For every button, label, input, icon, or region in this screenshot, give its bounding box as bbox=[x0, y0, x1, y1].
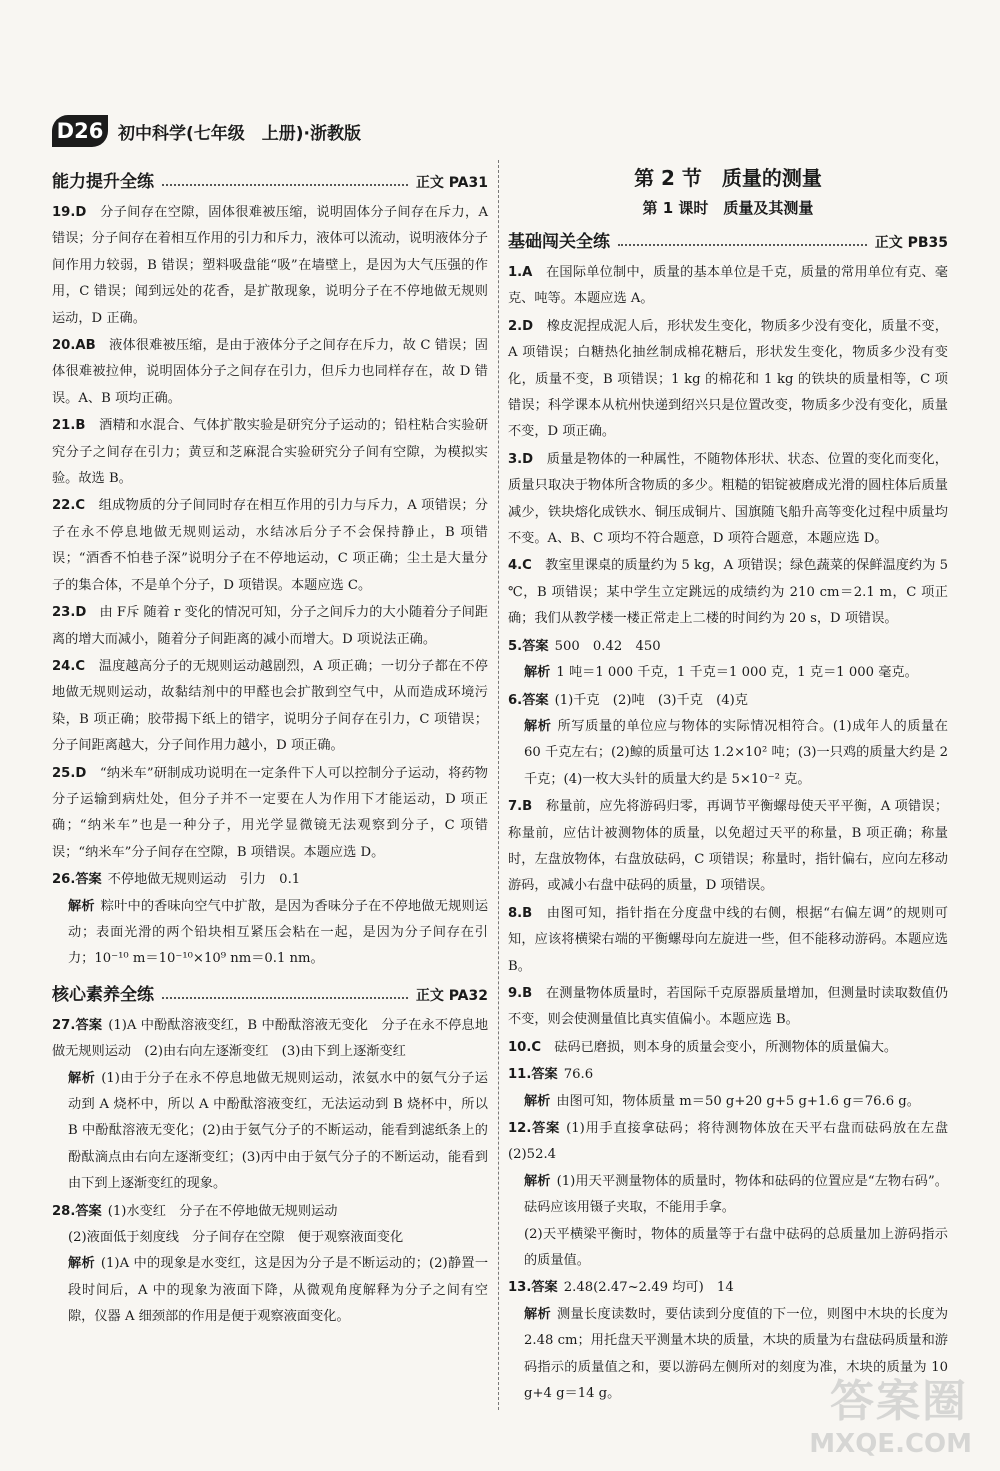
item-number: 20.AB bbox=[52, 338, 96, 354]
item-text: 在国际单位制中，质量的基本单位是千克，质量的常用单位有克、毫克、吨等。本题应选 A。 bbox=[508, 265, 948, 307]
answer-item bbox=[508, 314, 948, 446]
section-header bbox=[52, 977, 488, 1005]
item-number: 4.C bbox=[508, 558, 532, 574]
watermark bbox=[768, 1361, 978, 1461]
item-text: 质量是物体的一种属性，不随物体形状、状态、位置的变化而变化，质量只取决于物体所含物质的多少。粗糙的铝锭被磨成光滑的圆柱体后质量减少，铁块熔化成铁水、铜压成铜片、国旗随飞船升高等变化过程中质量均不变。A、B、C 项均不符合题意，D 项符合题意，本题应选 D。 bbox=[508, 451, 948, 547]
analysis-text: 粽叶中的香味向空气中扩散，是因为香味分子在不停地做无规则运动；表面光滑的两个铅块相互紧压会粘在一起，是因为分子间存在引力；10⁻¹⁰ m＝10⁻¹⁰×10⁹ nm＝0.1 nm。 bbox=[68, 898, 489, 967]
analysis-label: 解析 bbox=[524, 718, 552, 734]
item-number: 24.C bbox=[52, 658, 86, 674]
answer-item bbox=[52, 867, 488, 893]
item-text: 温度越高分子的无规则运动越剧烈，A 项正确；一切分子都在不停地做无规则运动，故黏结剂中的甲醛也会扩散到空气中，从而造成环境污染，B 项正确；胶带揭下纸上的错字，说明分子间存在引力，C 项错误；分子间距离越大，分子间作用力越小，D 项正确。 bbox=[52, 658, 488, 754]
analysis-text-continued: (2)天平横梁平衡时，物体的质量等于右盘中砝码的总质量加上游码指示的质量值。 bbox=[524, 1226, 948, 1269]
item-number: 9.B bbox=[508, 985, 533, 1001]
item-number: 3.D bbox=[508, 451, 534, 467]
chapter-title: 第 2 节 质量的测量 bbox=[634, 166, 822, 190]
answer-item bbox=[52, 413, 488, 492]
answer-item bbox=[508, 1275, 948, 1301]
answer-label: 答案 bbox=[531, 1067, 558, 1083]
item-text: 组成物质的分子间同时存在相互作用的引力与斥力，A 项错误；分子在永不停息地做无规则运动，水结冰后分子不会保持静止，B 项错误；“酒香不怕巷子深”说明分子在不停地运动，C 项正确；尘土是大量分子的集合体，不是单个分子，D 项错误。本题应选 C。 bbox=[52, 498, 488, 593]
item-number: 12. bbox=[508, 1121, 532, 1136]
analysis-text: 测量长度读数时，要估读到分度值的下一位，则图中木块的长度为 2.48 cm；用托盘天平测量木块的质量，木块的质量为右盘砝码质量和游码指示的质量值之和，要以游码左侧所对的刻度为准，木块的质量为 10 g+4 g＝14 g。 bbox=[524, 1306, 949, 1402]
answer-text-continued: (2)液面低于刻度线 分子间存在空隙 便于观察液面变化 bbox=[68, 1230, 404, 1246]
answer-item bbox=[508, 634, 948, 660]
answer-item bbox=[508, 981, 948, 1034]
lesson-title: 第 1 课时 质量及其测量 bbox=[642, 199, 814, 217]
analysis bbox=[508, 1089, 948, 1115]
item-number: 2.D bbox=[508, 318, 534, 334]
section-title: 能力提升全练 bbox=[52, 172, 154, 192]
answer-label: 答案 bbox=[75, 1017, 103, 1033]
item-number: 8.B bbox=[508, 905, 533, 921]
answer-item bbox=[508, 1035, 948, 1061]
answer-label: 答案 bbox=[531, 1121, 561, 1136]
answer-text: 不停地做无规则运动 引力 0.1 bbox=[107, 872, 301, 888]
item-number: 1.A bbox=[508, 265, 533, 280]
item-text: 由 F斥 随着 r 变化的情况可知，分子之间斥力的大小随着分子间距离的增大而减小，随着分子间距离的减小而增大。D 项说法正确。 bbox=[52, 605, 488, 647]
answer-label: 答案 bbox=[531, 1280, 558, 1296]
section-title: 核心素养全练 bbox=[52, 984, 154, 1005]
item-text: 在测量物体质量时，若国际千克原器质量增加，但测量时读取数值仍不变，则会使测量值比真实值偏小。本题应选 B。 bbox=[508, 985, 949, 1028]
item-number: 10.C bbox=[508, 1039, 542, 1055]
section-ref: 正文 PA32 bbox=[415, 987, 488, 1004]
analysis-text: 1 吨＝1 000 千克，1 千克＝1 000 克，1 克＝1 000 毫克。 bbox=[556, 665, 918, 681]
analysis bbox=[52, 1066, 488, 1198]
item-number: 11. bbox=[508, 1067, 532, 1083]
item-text: “纳米车”研制成功说明在一定条件下人可以控制分子运动，将药物分子运输到病灶处，但分子并不一定要在人为作用下才能运动，D 项正确；“纳米车”也是一种分子，用光学显微镜无法观察到分子，C 项错误；“纳米车”分子间存在空隙，B 项错误。本题应选 D。 bbox=[52, 765, 488, 860]
book-title: 初中科学(七年级 上册)·浙教版 bbox=[118, 123, 361, 144]
item-number: 13. bbox=[508, 1280, 532, 1296]
item-number: 27. bbox=[52, 1017, 76, 1033]
answer-item bbox=[52, 1199, 488, 1225]
watermark-logo: 答案圈 bbox=[830, 1376, 968, 1427]
answer-item bbox=[508, 553, 948, 632]
section-dots bbox=[618, 244, 867, 246]
answer-item bbox=[508, 447, 948, 553]
analysis bbox=[508, 714, 948, 793]
item-number: 23.D bbox=[52, 605, 87, 621]
item-number: 7.B bbox=[508, 799, 533, 815]
answer-text: (1)水变红 分子在不停地做无规则运动 bbox=[107, 1203, 338, 1219]
answer-text: (1)千克 (2)吨 (3)千克 (4)克 bbox=[554, 692, 748, 708]
section-header bbox=[52, 164, 488, 192]
item-number: 25.D bbox=[52, 765, 87, 781]
item-number: 19.D bbox=[52, 205, 87, 220]
right-column bbox=[508, 160, 962, 1407]
section-dots bbox=[162, 997, 408, 999]
item-text: 分子间存在空隙，固体很难被压缩，说明固体分子间存在斥力，A 错误；分子间存在着相互作用的引力和斥力，液体可以流动，说明液体分子间作用力较弱，B 错误；塑料吸盘能“吸”在墙壁上，是因为大气压强的作用，C 错误；闻到远处的花香，是扩散现象，说明分子在不停地做无规则运动，D 正确。 bbox=[52, 205, 488, 326]
analysis-label: 解析 bbox=[68, 1070, 96, 1086]
section-title: 基础闯关全练 bbox=[508, 232, 610, 252]
answer-item bbox=[508, 1116, 962, 1169]
section-ref: 正文 PA31 bbox=[415, 175, 488, 191]
section-ref: 正文 PB35 bbox=[874, 235, 948, 251]
section-header bbox=[508, 224, 948, 252]
item-number: 22.C bbox=[52, 498, 86, 514]
analysis-label: 解析 bbox=[68, 1256, 95, 1272]
analysis bbox=[508, 1169, 948, 1222]
analysis-text: 由图可知，物体质量 m＝50 g+20 g+5 g+1.6 g＝76.6 g。 bbox=[556, 1093, 920, 1109]
analysis-label: 解析 bbox=[524, 1173, 551, 1189]
answer-text: (1)A 中酚酞溶液变红，B 中酚酞溶液无变化 分子在永不停息地做无规则运动 (2)由右向左逐渐变红 (3)由下到上逐渐变红 bbox=[52, 1017, 489, 1060]
answer-text: 500 0.42 450 bbox=[554, 638, 661, 654]
item-text: 液体很难被压缩，是由于液体分子之间存在斥力，故 C 错误；固体很难被拉伸，说明固体分子之间存在引力，但斥力也同样存在，故 D 错误。A、B 项均正确。 bbox=[52, 338, 488, 406]
item-text: 由图可知，指针指在分度盘中线的右侧，根据“右偏左调”的规则可知，应该将横梁右端的平衡螺母向左旋进一些，但不能移动游码。本题应选 B。 bbox=[508, 905, 948, 974]
item-number: 6. bbox=[508, 692, 523, 708]
analysis bbox=[508, 660, 948, 686]
analysis-label: 解析 bbox=[524, 1306, 551, 1322]
answer-item bbox=[52, 600, 488, 653]
analysis-label: 解析 bbox=[524, 1093, 551, 1109]
item-number: 5. bbox=[508, 638, 523, 654]
answer-item bbox=[508, 688, 948, 714]
answer-item bbox=[508, 794, 948, 900]
answer-text: 2.48(2.47~2.49 均可) 14 bbox=[563, 1280, 734, 1296]
page-header bbox=[52, 114, 361, 148]
left-column bbox=[52, 160, 488, 1331]
answer-label: 答案 bbox=[522, 692, 549, 708]
item-text: 橡皮泥捏成泥人后，形状发生变化，物质多少没有变化，质量不变，A 项错误；白糖热化抽丝制成棉花糖后，形状发生变化，物质多少没有变化，质量不变，B 项错误；1 kg 的棉花和 1 kg 的铁块的质量相等，C 项错误；科学课本从杭州快递到绍兴只是位置改变，物质多少没有变化，质量不变，D 项正确。 bbox=[508, 318, 948, 440]
item-number: 28. bbox=[52, 1203, 76, 1219]
answer-text: (1)用手直接拿砝码；将待测物体放在天平右盘而砝码放在左盘 (2)52.4 bbox=[508, 1121, 962, 1163]
page-code-badge: D26 bbox=[52, 115, 108, 147]
analysis bbox=[52, 1251, 488, 1330]
watermark-url: MXQE.COM bbox=[809, 1429, 972, 1459]
item-number: 21.B bbox=[52, 418, 86, 434]
analysis-label: 解析 bbox=[68, 898, 95, 914]
item-number: 26. bbox=[52, 872, 76, 888]
answer-text: 76.6 bbox=[563, 1067, 594, 1083]
analysis-text: (1)用天平测量物体的质量时，物体和砝码的位置应是“左物右码”。砝码应该用镊子夹取，不能用手拿。 bbox=[524, 1173, 948, 1216]
analysis-text: 所写质量的单位应与物体的实际情况相符合。(1)成年人的质量在 60 千克左右；(2)鲸的质量可达 1.2×10² 吨；(3)一只鸡的质量大约是 2 千克；(4)一枚大头针的质量大约是 5×10⁻² 克。 bbox=[524, 718, 948, 787]
answer-label: 答案 bbox=[75, 1203, 102, 1219]
item-text: 酒精和水混合、气体扩散实验是研究分子运动的；铅柱粘合实验研究分子之间存在引力；黄豆和芝麻混合实验研究分子间有空隙，为模拟实验。故选 B。 bbox=[52, 418, 489, 487]
answer-item bbox=[508, 260, 948, 313]
answer-label: 答案 bbox=[75, 872, 102, 888]
answer-item bbox=[508, 1062, 948, 1088]
analysis-text: (1)由于分子在永不停息地做无规则运动，浓氨水中的氨气分子运动到 A 烧杯中，所以 A 中酚酞溶液变红，无法运动到 B 烧杯中，所以 B 中酚酞溶液无变化；(2)由于氨气分子的不断运动，能看到滤纸条上的酚酞滴点由右向左逐渐变红；(3)丙中由于氨气分子的不断运动，能看到由下到上逐渐变红的现象。 bbox=[68, 1070, 488, 1192]
answer-item bbox=[52, 493, 488, 599]
item-text: 砝码已磨损，则本身的质量会变小，所测物体的质量偏大。 bbox=[554, 1039, 898, 1055]
answer-item bbox=[52, 654, 488, 760]
answer-item bbox=[52, 333, 488, 412]
item-text: 称量前，应先将游码归零，再调节平衡螺母使天平平衡，A 项错误；称量前，应估计被测物体的质量，以免超过天平的称量，B 项正确；称量时，左盘放物体，右盘放砝码，C 项错误；称量时，指针偏右，应向左移动游码，或减小右盘中砝码的质量，D 项错误。 bbox=[508, 799, 949, 894]
section-dots bbox=[162, 184, 408, 186]
analysis bbox=[52, 894, 488, 973]
column-divider bbox=[498, 160, 499, 1410]
answer-item bbox=[508, 901, 948, 980]
analysis-text: (1)A 中的现象是水变红，这是因为分子是不断运动的；(2)静置一段时间后，A 中的现象为液面下降，从微观角度解释为分子之间有空隙，仪器 A 细颈部的作用是便于观察液面变化。 bbox=[68, 1256, 489, 1325]
analysis-label: 解析 bbox=[524, 665, 551, 681]
answer-label: 答案 bbox=[522, 638, 549, 654]
answer-item bbox=[52, 761, 488, 867]
answer-item bbox=[52, 1013, 488, 1066]
item-text: 教室里课桌的质量约为 5 kg，A 项错误；绿色蔬菜的保鲜温度约为 5 ℃，B 项错误；某中学生立定跳远的成绩约为 210 cm＝2.1 m，C 项正确；我们从教学楼一楼正常走上二楼的时间约为 20 s，D 项错误。 bbox=[508, 558, 949, 627]
answer-item bbox=[52, 200, 488, 332]
